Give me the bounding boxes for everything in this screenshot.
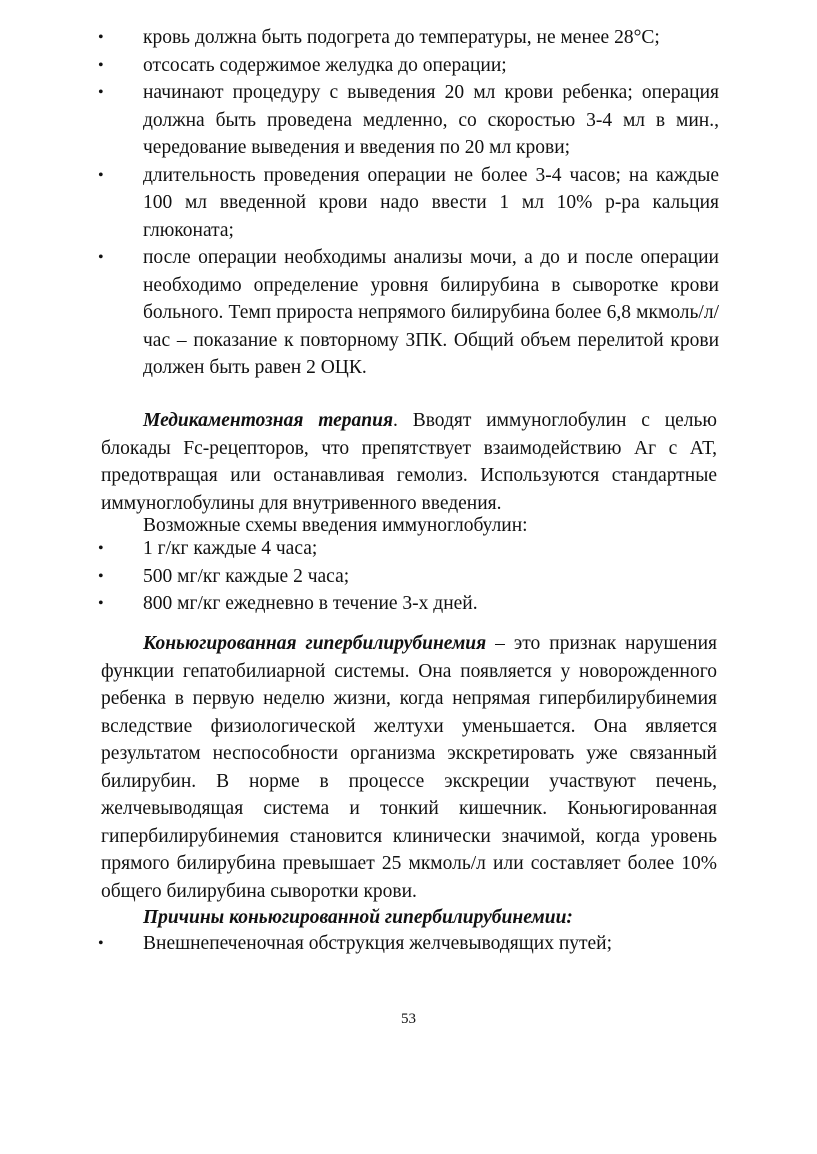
schemes-intro-text: Возможные схемы введения иммуноглобулин: (143, 515, 528, 536)
list-item (0, 79, 817, 162)
bullet-icon: • (98, 567, 104, 585)
bullet-icon: • (98, 540, 104, 557)
conjugated-heading: Коньюгированная гипербилирубинемия (143, 633, 487, 654)
conjugated-paragraph (101, 630, 717, 905)
list-item-text: длительность проведения операции не более 3-4 часов; на каждые 100 мл введенной крови надо ввести 1 мл 10% р-ра кальция глюконата; (143, 164, 719, 241)
conjugated-text: – это признак нарушения функции гепатобилиарной системы. Она появляется у новорожденного ребенка в первую неделю жизни, когда непрямая гипербилирубинемия вследствие физиологической желтухи уменьшается. Она является результатом неспособности организма экскретировать уже связанный билирубин. В норме в процессе экскреции участвуют печень, желчевыводящая система и тонкий кишечник. Коньюгированная гипербилирубинемия становится клинически значимой, когда уровень прямого билирубина превышает 25 мкмоль/л или составляет более 10% общего билирубина сыворотки крови. (101, 633, 717, 902)
list-item-text: начинают процедуру с выведения 20 мл крови ребенка; операция должна быть проведена медленно, со скоростью 3-4 мл в мин., чередование выведения и введения по 20 мл крови; (143, 82, 719, 158)
list-item (0, 244, 817, 382)
schemes-list (0, 535, 817, 618)
list-item (0, 52, 817, 80)
procedure-list (0, 24, 817, 382)
list-item-text: кровь должна быть подогрета до температуры, не менее 28°С; (143, 27, 660, 48)
list-item-text: отсосать содержимое желудка до операции; (143, 54, 507, 76)
list-item-text: 500 мг/кг каждые 2 часа; (143, 565, 350, 587)
list-item (0, 162, 817, 245)
list-item (0, 535, 817, 563)
bullet-icon: • (98, 56, 104, 74)
causes-heading-line (101, 904, 717, 932)
list-item-text: Внешнепеченочная обструкция желчевыводящих путей; (143, 933, 613, 954)
list-item (0, 563, 817, 591)
bullet-icon: • (98, 935, 104, 952)
list-item (0, 590, 817, 618)
list-item-text: 800 мг/кг ежедневно в течение 3-х дней. (143, 593, 478, 614)
bullet-icon: • (98, 595, 104, 612)
bullet-icon: • (98, 84, 104, 101)
bullet-icon: • (98, 29, 104, 46)
list-item (0, 930, 817, 958)
list-item-text: 1 г/кг каждые 4 часа; (143, 538, 318, 559)
list-item-text: после операции необходимы анализы мочи, а до и после операции необходимо определение уровня билирубина в сыворотке крови больного. Темп прироста непрямого билирубина более 6,8 мкмоль/л/час – показание к повторному ЗПК. Общий объем перелитой крови должен быть равен 2 ОЦК. (143, 247, 719, 378)
bullet-icon: • (98, 166, 104, 184)
causes-heading: Причины коньюгированной гипербилирубинемии: (143, 907, 573, 928)
causes-list (0, 930, 817, 958)
list-item (0, 24, 817, 52)
drug-therapy-heading: Медикаментозная терапия (143, 410, 393, 431)
page-number: 53 (401, 1011, 416, 1027)
drug-therapy-paragraph (101, 407, 717, 517)
drug-therapy-text: . Вводят иммуноглобулин с целью блокады Fc-рецепторов, что препятствует взаимодействию Аг с АТ, предотвращая или останавливая гемолиз. Используются стандартные иммуноглобулины для внутривенного введения. (101, 410, 717, 514)
bullet-icon: • (98, 249, 104, 266)
